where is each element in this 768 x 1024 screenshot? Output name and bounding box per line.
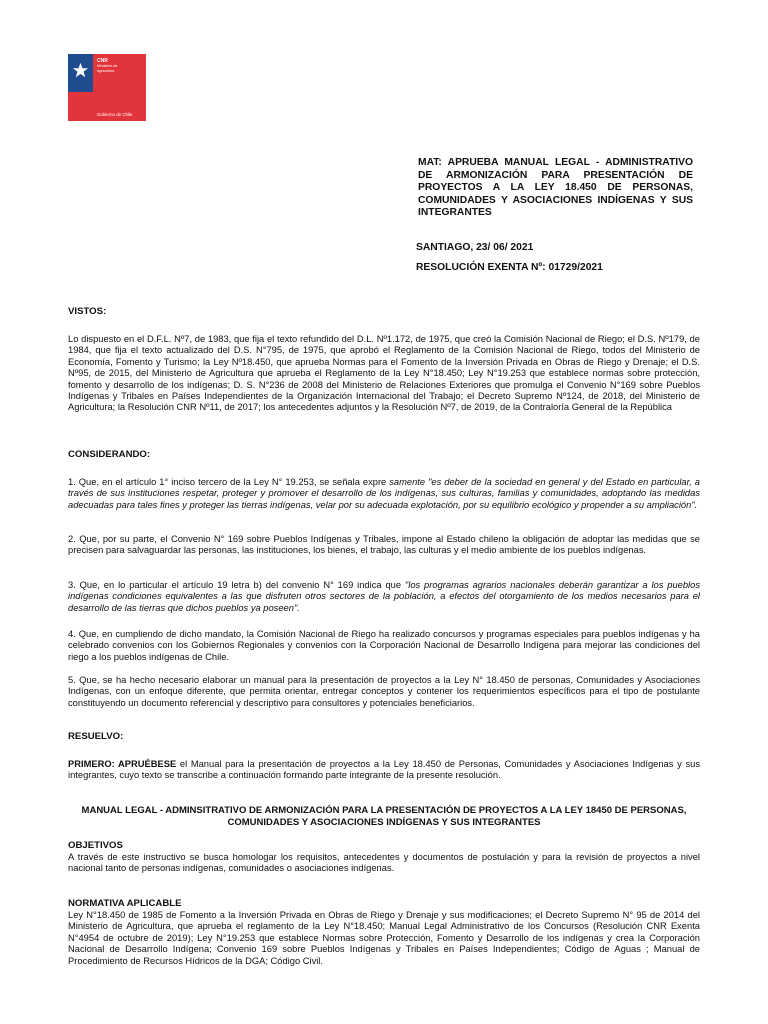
- resuelvo-primero: [68, 759, 700, 782]
- star-icon: [72, 62, 89, 79]
- vistos-text: Lo dispuesto en el D.F.L. Nº7, de 1983, que fija el texto refundido del D.L. Nº1.172, de 1975, que creó la Comisión Nacional de Riego; el D.S. Nº179, de 1984, que fija el texto actualizado del D.S. N°795, de 1975, que aprobó el Reglamento de la Comisión Nacional de Riego, todos del Ministerio de Economía, Fomento y Turismo; la Ley Nº18.450, que aprueba Normas para el Fomento de la Inversión Privada en Obras de Riego y Drenaje; el D.S. Nº95, de 2015, del Ministerio de Agricultura que aprueba el Reglamento de la Ley N°18.450; Ley N°19.253 que establece normas sobre protección, fomento y desarrollo de los indígenas; D. S. N°236 de 2008 del Ministerio de Relaciones Exteriores que promulga el Convenio N°169 sobre Pueblos Indígenas y Tribales en Países Independientes de la Organización Internacional del Trabajo; el Decreto Supremo Nº124, de 2018, del Ministerio de Agricultura; la Resolución CNR Nº11, de 2017; los antecedentes adjuntos y la Resolución Nº7, de 2019, de la Contraloría General de la República: [68, 334, 700, 413]
- considerando-1-text: 1. Que, en el artículo 1° inciso tercero de la Ley N° 19.253, se señala expre: [68, 477, 390, 487]
- considerando-2: 2. Que, por su parte, el Convenio N° 169 sobre Pueblos Indígenas y Tribales, impone al Estado chileno la obligación de adoptar las medidas que se precisen para salvaguardar las personas, las instituciones, los bienes, el trabajo, las culturas y el medio ambiente de los pueblos indígenas.: [68, 534, 700, 556]
- primero-text: el Manual para la presentación de proyectos a la Ley 18.450 de Personas, Comunidades y Asociaciones Indígenas y sus integrantes, cuyo texto se transcribe a continuación formando parte integrante de la presente resolución.: [68, 759, 700, 781]
- considerando-3-text: 3. Que, en lo particular el artículo 19 letra b) del convenio N° 169 indica que: [68, 580, 405, 590]
- logo-subtitle: Ministerio de Agricultura: [97, 64, 118, 73]
- materia: MAT: APRUEBA MANUAL LEGAL - ADMINISTRATIVO DE ARMONIZACIÓN PARA PRESENTACIÓN DE PROYECTOS A LA LEY 18.450 DE PERSONAS, COMUNIDADES Y ASOCIACIONES INDÍGENAS Y SUS INTEGRANTES: [418, 157, 693, 219]
- considerando-5: 5. Que, se ha hecho necesario elaborar un manual para la presentación de proyectos a la Ley N° 18.450 de personas, Comunidades y Asociaciones Indígenas, con un enfoque diferente, que permita orientar, entregar conceptos y contener los requerimientos específicos para el tipo de postulante constituyendo un documento referencial y descriptivo para consultores y potenciales beneficiarios.: [68, 675, 700, 708]
- logo-footer: Gobierno de Chile: [97, 112, 133, 117]
- considerando-4: 4. Que, en cumpliendo de dicho mandato, la Comisión Nacional de Riego ha realizado concursos y programas especiales para pueblos indígenas y ha celebrado convenios con los Gobiernos Regionales y convenios con la Corporación Nacional de Desarrollo Indígena para mejorar las condiciones del riego a los pueblos indígenas de Chile.: [68, 629, 700, 662]
- normativa-text: Ley N°18.450 de 1985 de Fomento a la Inversión Privada en Obras de Riego y Drenaje y sus modificaciones; el Decreto Supremo N° 95 de 2014 del Ministerio de Agricultura, que aprueba el reglamento de la Ley N°18.450; Manual Legal Administrativo de los Concursos (Resolución CNR Exenta N°4954 de octubre de 2019); Ley N°19.253 que establece Normas sobre Protección, Fomento y Desarrollo de los indígenas y crea la Corporación Nacional de Desarrollo Indígena; Convenio 169 sobre Pueblos Indígenas y Tribales en Países Independientes; Código de Aguas ; Manual de Procedimiento de Recursos Hídricos de la DGA; Código Civil.: [68, 910, 700, 966]
- normativa-heading: NORMATIVA APLICABLE: [68, 898, 182, 909]
- manual-title: MANUAL LEGAL - ADMINSITRATIVO DE ARMONIZACIÓN PARA LA PRESENTACIÓN DE PROYECTOS A LA LEY 18450 DE PERSONAS, COMUNIDADES Y ASOCIACIONES INDÍGENAS Y SUS INTEGRANTES: [81, 805, 687, 828]
- vistos-heading: VISTOS:: [68, 306, 107, 317]
- objetivos-text: A través de este instructivo se busca homologar los requisitos, antecedentes y documentos de postulación y para la revisión de proyectos a nivel nacional tanto de personas indígenas, comunidades o asociaciones indígenas.: [68, 852, 700, 874]
- considerando-3-quote: "los programas agrarios nacionales deberán garantizar a los pueblos indígenas condiciones equivalentes a las que disfruten otros sectores de la población, a efectos del otorgamiento de los medios necesarios para el desarrollo de las tierras que dichos pueblos ya poseen".: [68, 580, 701, 613]
- resolucion-numero: RESOLUCIÓN EXENTA Nº: 01729/2021: [416, 262, 603, 273]
- cnr-logo: [68, 54, 146, 121]
- resuelvo-heading: RESUELVO:: [68, 731, 124, 742]
- logo-blue-field: [68, 54, 93, 92]
- considerando-1: [68, 477, 700, 511]
- fecha: SANTIAGO, 23/ 06/ 2021: [416, 242, 534, 253]
- considerando-3: [68, 580, 700, 614]
- considerando-1-quote: samente "es deber de la sociedad en general y del Estado en particular, a través de sus instituciones respetar, proteger y promover el desarrollo de los indígenas, sus culturas, familias y comunidades, adoptando las medidas adecuadas para tales fines y proteger las tierras indígenas, velar por su adecuada explotación, por su equilibrio ecológico y propender a su ampliación".: [68, 477, 700, 510]
- objetivos-heading: OBJETIVOS: [68, 840, 123, 851]
- logo-title: CNR: [97, 58, 108, 64]
- primero-label: PRIMERO: APRUÉBESE: [68, 759, 177, 769]
- considerando-heading: CONSIDERANDO:: [68, 449, 151, 460]
